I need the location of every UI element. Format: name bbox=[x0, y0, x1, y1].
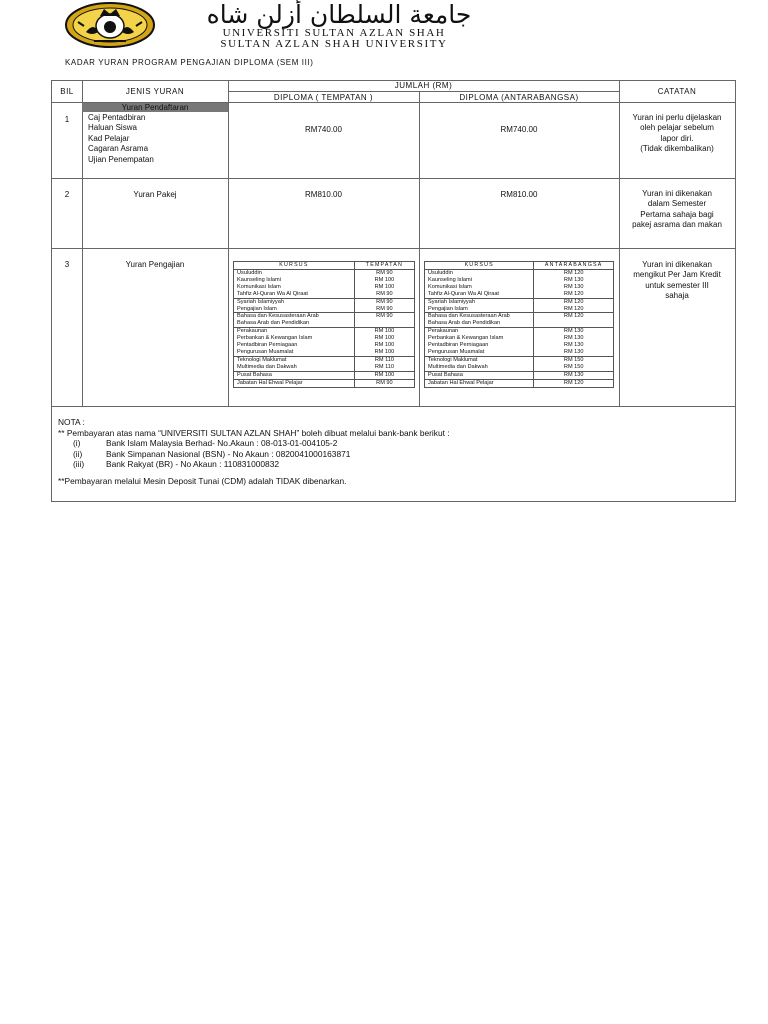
course-fee: RM 120 bbox=[534, 306, 613, 313]
course-name: Bahasa Arab dan Pendidikan bbox=[237, 320, 310, 327]
course-fee: RM 100 bbox=[354, 277, 414, 284]
table-row bbox=[425, 306, 613, 313]
table-row bbox=[425, 298, 613, 305]
table-row bbox=[425, 379, 613, 386]
table-row bbox=[234, 379, 414, 386]
table-row bbox=[234, 277, 414, 284]
university-arabic-name: جامعة السلطان أزلن شاه bbox=[206, 0, 472, 29]
nota-cdm-warning: **Pembayaran melalui Mesin Deposit Tunai (CDM) adalah TIDAK dibenarkan. bbox=[58, 475, 347, 486]
course-fee: RM 130 bbox=[534, 284, 613, 291]
table-row bbox=[234, 335, 414, 342]
col-header-diploma-antarabangsa: DIPLOMA (ANTARABANGSA) bbox=[459, 93, 579, 102]
table-row bbox=[425, 364, 613, 371]
col-header-jenis-yuran: JENIS YURAN bbox=[125, 87, 185, 96]
course-name: Multimedia dan Dakwah bbox=[428, 363, 488, 370]
table-row bbox=[234, 284, 414, 291]
row3-jenis: Yuran Pengajian bbox=[125, 260, 185, 269]
col-header-diploma-tempatan: DIPLOMA ( TEMPATAN ) bbox=[273, 93, 374, 102]
course-name: Pentadbiran Perniagaan bbox=[237, 342, 298, 349]
note-line: (Tidak dikembalikan) bbox=[640, 144, 714, 154]
course-name: Teknologi Maklumat bbox=[425, 356, 534, 363]
table-row bbox=[425, 342, 613, 349]
course-fee: RM 90 bbox=[354, 291, 414, 298]
note-line: Yuran ini dikenakan bbox=[642, 260, 712, 269]
course-fee: RM 130 bbox=[534, 335, 613, 342]
list-item: Haluan Siswa bbox=[88, 123, 137, 133]
course-name: Pengurusan Muamalat bbox=[428, 348, 485, 355]
table-row bbox=[234, 320, 414, 327]
table-row bbox=[234, 328, 414, 335]
course-fee: RM 90 bbox=[354, 306, 414, 313]
bank-text: Bank Simpanan Nasional (BSN) - No Akaun : 0820041000163871 bbox=[106, 448, 351, 459]
sub-table-header-row bbox=[425, 262, 613, 270]
course-fee: RM 90 bbox=[354, 298, 414, 305]
course-fee: RM 110 bbox=[354, 356, 414, 363]
document-title: KADAR YURAN PROGRAM PENGAJIAN DIPLOMA (SEM III) bbox=[65, 58, 314, 67]
table-row bbox=[425, 270, 613, 277]
course-fee: RM 100 bbox=[354, 335, 414, 342]
course-name: Multimedia dan Dakwah bbox=[237, 363, 297, 370]
course-fee: RM 100 bbox=[354, 284, 414, 291]
course-fee bbox=[354, 320, 414, 327]
table-row bbox=[234, 270, 414, 277]
fee-table bbox=[51, 80, 736, 502]
course-name: Bahasa dan Kesusasteraan Arab bbox=[234, 313, 354, 320]
course-fee: RM 130 bbox=[534, 342, 613, 349]
table-row bbox=[425, 371, 613, 379]
nota-payment-line: ** Pembayaran atas nama “UNIVERSITI SULTAN AZLAN SHAH” boleh dibuat melalui bank-bank berikut : bbox=[58, 427, 450, 438]
table-row bbox=[425, 291, 613, 298]
course-name: Perakaunan bbox=[425, 328, 534, 335]
table-row bbox=[234, 371, 414, 379]
course-fee: RM 120 bbox=[534, 379, 613, 386]
table-row bbox=[425, 349, 613, 356]
table-row bbox=[234, 306, 414, 313]
university-crest-logo bbox=[64, 2, 156, 48]
col-header-amount: ANTARABANGSA bbox=[534, 262, 613, 270]
course-name: Tahfiz Al-Quran Wa Al Qiraat bbox=[237, 290, 308, 297]
row2-jenis: Yuran Pakej bbox=[133, 190, 177, 199]
course-name: Pusat Bahasa bbox=[425, 371, 534, 379]
note-line: Pertama sahaja bagi bbox=[640, 209, 714, 219]
course-name: Bahasa dan Kesusasteraan Arab bbox=[425, 313, 534, 320]
course-name: Jabatan Hal Ehwal Pelajar bbox=[425, 379, 534, 386]
bank-number: (i) bbox=[73, 438, 81, 448]
course-fee: RM 130 bbox=[534, 371, 613, 379]
university-header bbox=[64, 2, 504, 50]
course-name: Teknologi Maklumat bbox=[234, 356, 354, 363]
course-fee: RM 120 bbox=[534, 313, 613, 320]
course-name: Perbankan & Kewangan Islam bbox=[428, 335, 504, 342]
nota-title: NOTA : bbox=[58, 417, 85, 427]
sub-table-header-row bbox=[234, 262, 414, 270]
course-name: Tahfiz Al-Quran Wa Al Qiraat bbox=[428, 290, 499, 297]
course-fee: RM 130 bbox=[534, 349, 613, 356]
course-fee: RM 120 bbox=[534, 291, 613, 298]
table-row bbox=[234, 298, 414, 305]
table-row bbox=[425, 320, 613, 327]
table-row bbox=[234, 313, 414, 320]
course-fee: RM 110 bbox=[354, 364, 414, 371]
col-header-catatan: CATATAN bbox=[657, 87, 697, 96]
table-row bbox=[425, 335, 613, 342]
bank-item bbox=[58, 459, 728, 470]
course-fee: RM 90 bbox=[354, 313, 414, 320]
table-row bbox=[425, 356, 613, 363]
row3-bil: 3 bbox=[64, 260, 70, 269]
course-name: Usuluddin bbox=[428, 270, 453, 276]
table-row bbox=[425, 328, 613, 335]
course-fee: RM 150 bbox=[534, 364, 613, 371]
bank-text: Bank Rakyat (BR) - No Akaun : 110831000832 bbox=[106, 459, 280, 469]
note-line: Yuran ini perlu dijelaskan bbox=[632, 113, 722, 122]
note-line: untuk semester III bbox=[645, 280, 709, 290]
course-name: Pengajian Islam bbox=[237, 305, 277, 312]
col-header-jumlah: JUMLAH (RM) bbox=[394, 81, 453, 90]
university-name-english: SULTAN AZLAN SHAH UNIVERSITY bbox=[220, 38, 448, 50]
course-name: Pentadbiran Perniagaan bbox=[428, 342, 489, 349]
note-line: Yuran ini dikenakan bbox=[642, 189, 712, 198]
row1-tempatan-amount: RM740.00 bbox=[305, 125, 342, 134]
course-fee: RM 100 bbox=[354, 328, 414, 335]
list-item: Cagaran Asrama bbox=[88, 144, 149, 154]
course-name: Pengajian Islam bbox=[428, 305, 468, 312]
row2-antarabangsa-amount: RM810.00 bbox=[500, 190, 538, 199]
col-header-bil: BIL bbox=[60, 87, 74, 96]
bank-item bbox=[58, 449, 728, 460]
table-row bbox=[425, 277, 613, 284]
course-fee: RM 90 bbox=[354, 379, 414, 386]
table-row bbox=[425, 284, 613, 291]
row1-bil: 1 bbox=[64, 115, 70, 124]
course-name: Kaunseling Islami bbox=[428, 276, 472, 283]
course-fee: RM 130 bbox=[534, 277, 613, 284]
course-name: Bahasa Arab dan Pendidikan bbox=[428, 320, 501, 327]
course-fee: RM 100 bbox=[354, 342, 414, 349]
course-name: Perbankan & Kewangan Islam bbox=[237, 335, 313, 342]
course-name: Pengurusan Muamalat bbox=[237, 348, 294, 355]
antarabangsa-course-fee-table bbox=[424, 261, 614, 388]
course-fee: RM 150 bbox=[534, 356, 613, 363]
table-row bbox=[234, 342, 414, 349]
list-item: Caj Pentadbiran bbox=[88, 113, 146, 122]
course-name: Usuluddin bbox=[237, 270, 262, 276]
table-row bbox=[425, 313, 613, 320]
note-line: lapor diri. bbox=[660, 133, 694, 143]
course-name: Syariah Islamiyyah bbox=[234, 298, 354, 305]
row2-tempatan-amount: RM810.00 bbox=[305, 190, 342, 199]
bank-text: Bank Islam Malaysia Berhad- No.Akaun : 08-013-01-004105-2 bbox=[106, 438, 338, 448]
course-name: Komunikasi Islam bbox=[428, 283, 472, 290]
row2-bil: 2 bbox=[64, 190, 70, 199]
note-line: mengikut Per Jam Kredit bbox=[633, 270, 721, 280]
yuran-pendaftaran-label: Yuran Pendaftaran bbox=[82, 103, 228, 112]
table-row bbox=[234, 349, 414, 356]
col-header-kursus: KURSUS bbox=[234, 262, 354, 270]
row1-antarabangsa-amount: RM740.00 bbox=[500, 125, 538, 134]
row1-items bbox=[88, 113, 228, 165]
note-line: dalam Semester bbox=[647, 199, 707, 209]
table-row bbox=[234, 364, 414, 371]
list-item: Ujian Penempatan bbox=[88, 154, 154, 164]
course-fee: RM 100 bbox=[354, 371, 414, 379]
course-fee: RM 120 bbox=[534, 270, 613, 277]
bank-item bbox=[58, 438, 728, 449]
col-header-kursus: KURSUS bbox=[425, 262, 534, 270]
row2-catatan bbox=[619, 189, 735, 231]
course-fee: RM 90 bbox=[354, 270, 414, 277]
course-fee bbox=[534, 320, 613, 327]
table-row bbox=[234, 356, 414, 363]
course-name: Kaunseling Islami bbox=[237, 276, 281, 283]
col-header-amount: TEMPATAN bbox=[354, 262, 414, 270]
list-item: Kad Pelajar bbox=[88, 133, 130, 143]
tempatan-course-fee-table bbox=[233, 261, 415, 388]
course-name: Pusat Bahasa bbox=[234, 371, 354, 379]
row3-catatan bbox=[619, 260, 735, 302]
bank-number: (iii) bbox=[73, 459, 85, 469]
course-name: Jabatan Hal Ehwal Pelajar bbox=[234, 379, 354, 386]
nota-section bbox=[58, 417, 728, 486]
course-fee: RM 130 bbox=[534, 328, 613, 335]
bank-number: (ii) bbox=[73, 448, 83, 459]
course-fee: RM 100 bbox=[354, 349, 414, 356]
row1-catatan bbox=[619, 113, 735, 155]
course-fee: RM 120 bbox=[534, 298, 613, 305]
note-line: pakej asrama dan makan bbox=[632, 220, 722, 230]
table-row bbox=[234, 291, 414, 298]
note-line: sahaja bbox=[665, 291, 689, 301]
course-name: Komunikasi Islam bbox=[237, 283, 281, 290]
note-line: oleh pelajar sebelum bbox=[640, 123, 714, 133]
university-name-malay: UNIVERSITI SULTAN AZLAN SHAH bbox=[222, 27, 446, 39]
course-name: Syariah Islamiyyah bbox=[425, 298, 534, 305]
course-name: Perakaunan bbox=[234, 328, 354, 335]
